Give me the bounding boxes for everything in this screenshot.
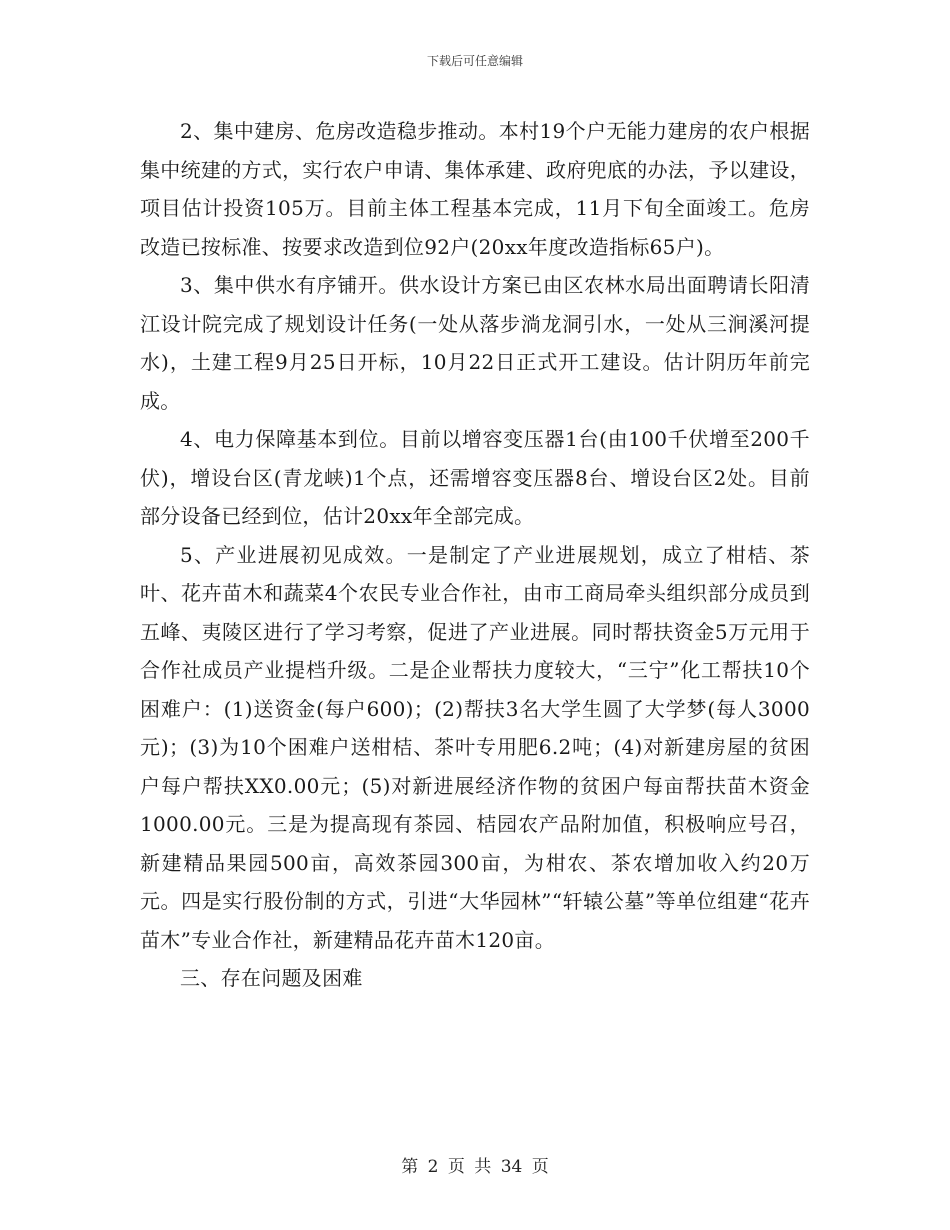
section-heading-problems: 三、存在问题及困难 (180, 966, 363, 990)
paragraph-power: 4、电力保障基本到位。目前以增容变压器1台(由100千伏增至200千伏)，增设台区(青龙峡)1个点，还需增容变压器8台、增设台区2处。目前部分设备已经到位，估计20xx年全部完成。 (140, 427, 810, 528)
paragraph-water-supply: 3、集中供水有序铺开。供水设计方案已由区农林水局出面聘请长阳清江设计院完成了规划设计任务(一处从落步淌龙洞引水，一处从三涧溪河提水)，土建工程9月25日开标，10月22日正式开工建设。估计阴历年前完成。 (140, 273, 810, 413)
page-number: 第 2 页 共 34 页 (401, 1157, 549, 1177)
document-body (140, 112, 810, 998)
paragraph-industry: 5、产业进展初见成效。一是制定了产业进展规划，成立了柑桔、茶叶、花卉苗木和蔬菜4个农民专业合作社，由市工商局牵头组织部分成员到五峰、夷陵区进行了学习考察，促进了产业进展。同时帮扶资金5万元用于合作社成员产业提档升级。二是企业帮扶力度较大，“三宁”化工帮扶10个困难户：(1)送资金(每户600)；(2)帮扶3名大学生圆了大学梦(每人3000元)；(3)为10个困难户送柑桔、茶叶专用肥6.2吨；(4)对新建房屋的贫困户每户帮扶XX0.00元；(5)对新进展经济作物的贫困户每亩帮扶苗木资金1000.00元。三是为提高现有茶园、桔园农产品附加值，积极响应号召，新建精品果园500亩，高效茶园300亩，为柑农、茶农增加收入约20万元。四是实行股份制的方式，引进“大华园林”“轩辕公墓”等单位组建“花卉苗木”专业合作社，新建精品花卉苗木120亩。 (140, 542, 810, 952)
paragraph-housing: 2、集中建房、危房改造稳步推动。本村19个户无能力建房的农户根据集中统建的方式，实行农户申请、集体承建、政府兜底的办法，予以建设，项目估计投资105万。目前主体工程基本完成，11月下旬全面竣工。危房改造已按标准、按要求改造到位92户(20xx年度改造指标65户)。 (140, 119, 810, 259)
page-header-note: 下载后可任意编辑 (426, 54, 523, 68)
